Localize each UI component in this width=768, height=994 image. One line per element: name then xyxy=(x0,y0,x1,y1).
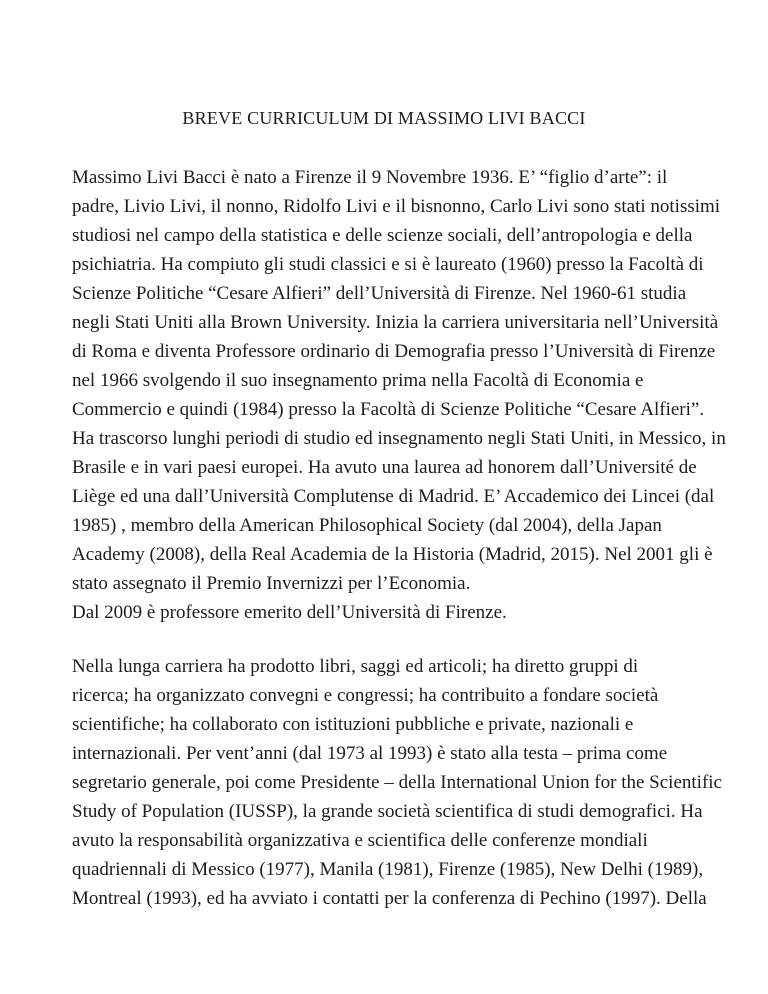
text-line: avuto la responsabilità organizzativa e scientifica delle conferenze mondiali xyxy=(72,830,648,851)
text-line: quadriennali di Messico (1977), Manila (1981), Firenze (1985), New Delhi (1989), xyxy=(72,859,704,880)
text-line: Montreal (1993), ed ha avviato i contatti per la conferenza di Pechino (1997). Della xyxy=(72,888,707,909)
text-line: Liège ed una dall’Università Complutense di Madrid. E’ Accademico dei Lincei (dal xyxy=(72,486,715,507)
text-line: Scienze Politiche “Cesare Alfieri” dell’Università di Firenze. Nel 1960-61 studia xyxy=(72,283,687,304)
text-line: negli Stati Uniti alla Brown University. Inizia la carriera universitaria nell’Università xyxy=(72,312,719,333)
text-line: nel 1966 svolgendo il suo insegnamento prima nella Facoltà di Economia e xyxy=(72,370,644,391)
text-line: Study of Population (IUSSP), la grande società scientifica di studi demografici. Ha xyxy=(72,801,703,822)
text-line: segretario generale, poi come Presidente – della International Union for the Scientific xyxy=(72,772,722,793)
text-line: Dal 2009 è professore emerito dell’Università di Firenze. xyxy=(72,602,507,623)
text-line: Brasile e in vari paesi europei. Ha avuto una laurea ad honorem dall’Université de xyxy=(72,457,697,478)
text-line: studiosi nel campo della statistica e delle scienze sociali, dell’antropologia e della xyxy=(72,225,693,246)
paragraph-spacer xyxy=(72,627,712,652)
text-line: 1985) , membro della American Philosophical Society (dal 2004), della Japan xyxy=(72,515,662,536)
text-line: di Roma e diventa Professore ordinario di Demografia presso l’Università di Firenze xyxy=(72,341,716,362)
paragraph-1 xyxy=(72,163,726,627)
text-line: padre, Livio Livi, il nonno, Ridolfo Livi e il bisnonno, Carlo Livi sono stati notissimi xyxy=(72,196,721,217)
text-line: Commercio e quindi (1984) presso la Facoltà di Scienze Politiche “Cesare Alfieri”. xyxy=(72,399,705,420)
text-line: stato assegnato il Premio Invernizzi per l’Economia. xyxy=(72,573,471,594)
text-line: Ha trascorso lunghi periodi di studio ed insegnamento negli Stati Uniti, in Messico, in xyxy=(72,428,726,449)
text-line: Nella lunga carriera ha prodotto libri, saggi ed articoli; ha diretto gruppi di xyxy=(72,656,639,677)
text-line: psichiatria. Ha compiuto gli studi classici e si è laureato (1960) presso la Facoltà di xyxy=(72,254,704,275)
text-line: scientifiche; ha collaborato con istituzioni pubbliche e private, nazionali e xyxy=(72,714,634,735)
text-line: Academy (2008), della Real Academia de la Historia (Madrid, 2015). Nel 2001 gli è xyxy=(72,544,713,565)
document-title: BREVE CURRICULUM DI MASSIMO LIVI BACCI xyxy=(182,108,586,128)
text-line: internazionali. Per vent’anni (dal 1973 al 1993) è stato alla testa – prima come xyxy=(72,743,668,764)
text-line: ricerca; ha organizzato convegni e congressi; ha contribuito a fondare società xyxy=(72,685,659,706)
text-line: Massimo Livi Bacci è nato a Firenze il 9 Novembre 1936. E’ “figlio d’arte”: il xyxy=(72,167,668,188)
paragraph-2 xyxy=(72,652,722,913)
document-body xyxy=(72,163,726,913)
